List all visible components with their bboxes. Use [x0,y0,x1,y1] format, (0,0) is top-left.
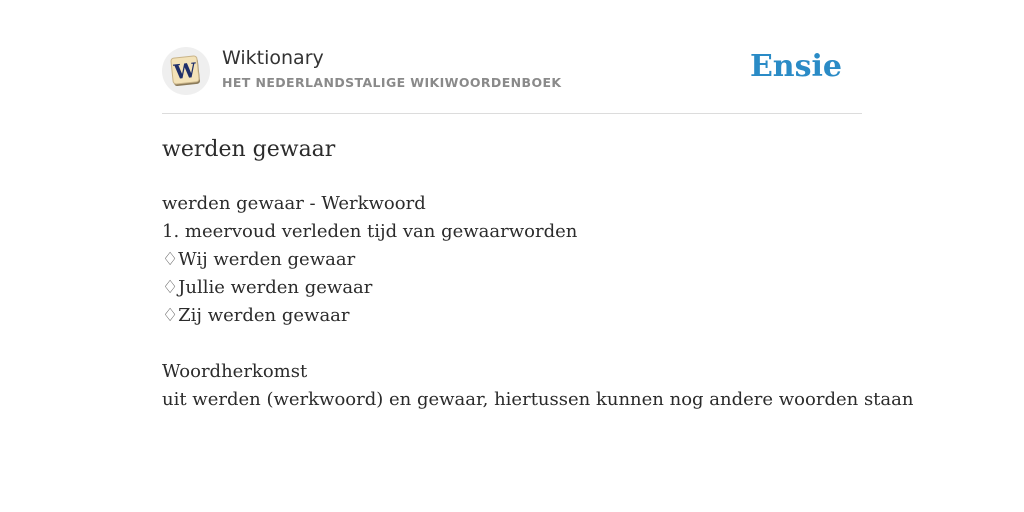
example-item [162,302,882,330]
page-title: werden gewaar [162,137,336,162]
section-spacer [162,330,882,358]
diamond-bullet-icon: ♢ [162,277,179,298]
diamond-bullet-icon: ♢ [162,249,179,270]
entry-content [162,190,914,414]
ensie-brand-link[interactable]: Ensie [749,49,842,84]
logo-tile-icon [166,51,206,91]
etymology-text: uit werden (werkwoord) en gewaar, hiertussen kunnen nog andere woorden staan [162,389,914,410]
example-item [162,246,882,274]
definition: 1. meervoud verleden tijd van gewaarworden [162,221,578,242]
wiktionary-logo-icon[interactable] [162,47,210,95]
site-name[interactable]: Wiktionary [222,47,324,69]
svg-text:W: W [172,57,198,85]
example-text: Zij werden gewaar [178,305,350,326]
example-text: Wij werden gewaar [178,249,356,270]
etymology-heading: Woordherkomst [162,361,308,382]
site-header [162,45,862,114]
diamond-bullet-icon: ♢ [162,305,179,326]
example-text: Jullie werden gewaar [178,277,373,298]
entry-heading: werden gewaar - Werkwoord [162,193,426,214]
example-item [162,274,882,302]
site-tagline: HET NEDERLANDSTALIGE WIKIWOORDENBOEK [222,75,562,90]
